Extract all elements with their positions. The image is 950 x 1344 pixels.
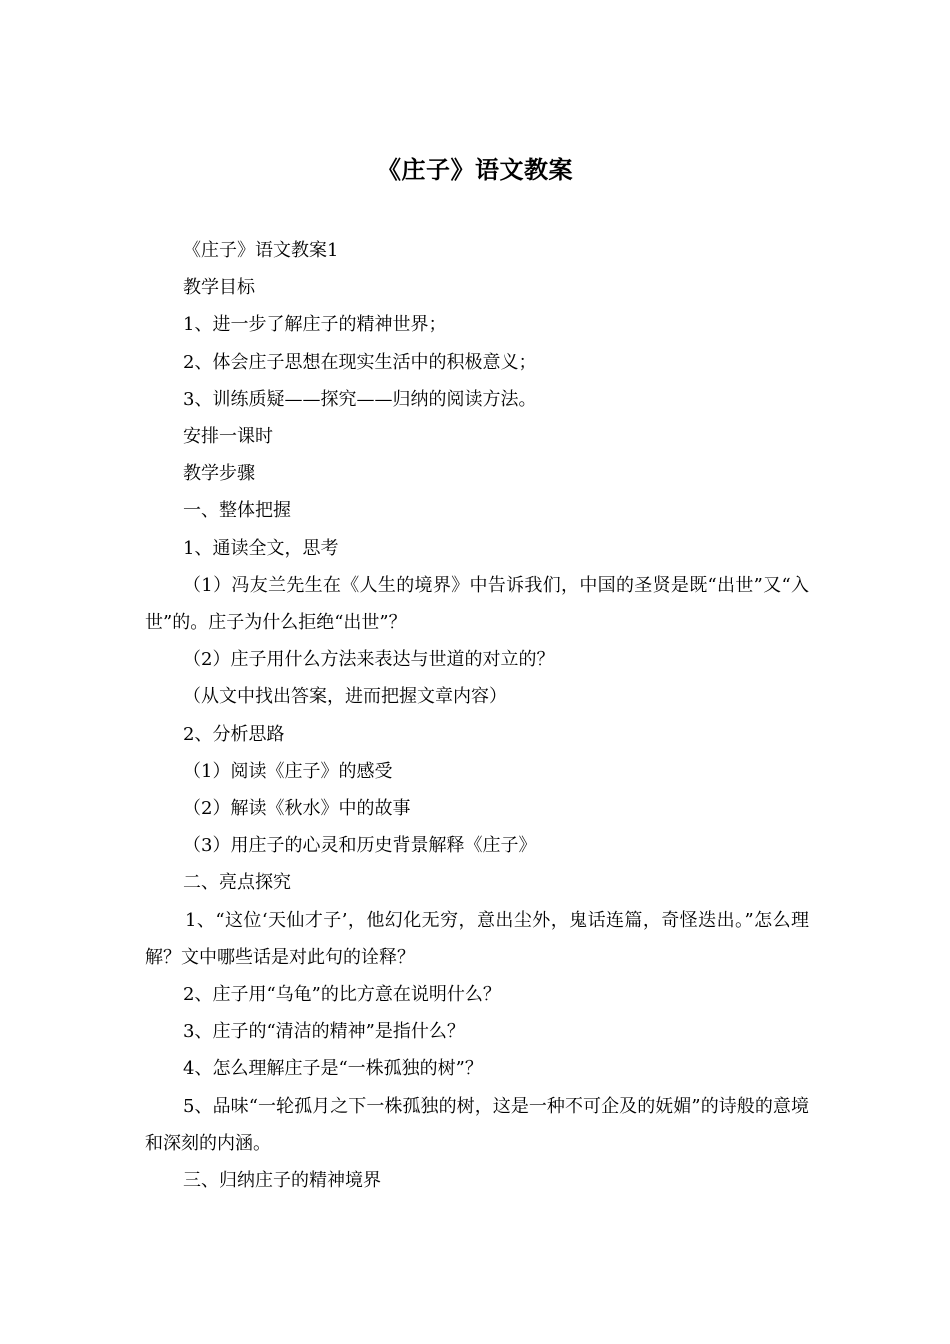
paragraph-teaching-goals: 教学目标 [183,277,255,299]
paragraph-highlight-4: 4、怎么理解庄子是“一株孤独的树”？ [183,1058,483,1080]
paragraph-goal-3: 3、训练质疑——探究——归纳的阅读方法。 [183,388,537,410]
paragraph-question-1: （1）冯友兰先生在《人生的境界》中告诉我们，中国的圣贤是既“出世”又“入世”的。庄子为什么拒绝“出世”？ [145,574,809,634]
paragraph-teaching-steps: 教学步骤 [183,463,255,485]
paragraph-highlight-5: 5、品味“一轮孤月之下一株孤独的树，这是一种不可企及的妩媚”的诗般的意境和深刻的内涵。 [145,1095,809,1154]
paragraph-question-2: （2）庄子用什么方法来表达与世道的对立的？ [183,649,555,671]
paragraph-highlight-3: 3、庄子的“清洁的精神”是指什么？ [183,1021,465,1043]
paragraph-section-2: 二、亮点探究 [183,872,291,894]
paragraph-analyze-1: （1）阅读《庄子》的感受 [183,760,393,782]
paragraph-goal-2: 2、体会庄子思想在现实生活中的积极意义； [183,351,537,373]
paragraph-analyze-2: （2）解读《秋水》中的故事 [183,798,411,820]
paragraph-section-3: 三、归纳庄子的精神境界 [183,1170,381,1192]
document-body [145,232,809,1199]
document-title: 《庄子》语文教案 [377,156,573,184]
paragraph-find-answers: （从文中找出答案，进而把握文章内容） [183,686,507,708]
paragraph-analyze-3: （3）用庄子的心灵和历史背景解释《庄子》 [183,835,537,857]
paragraph-goal-1: 1、进一步了解庄子的精神世界； [183,314,447,336]
paragraph-section-1: 一、整体把握 [183,500,291,522]
paragraph-schedule: 安排一课时 [183,426,273,448]
paragraph-highlight-1: 1、“这位‘天仙才子’，他幻化无穷，意出尘外，鬼话连篇，奇怪迭出。”怎么理解？文中哪些话是对此句的诠释？ [145,909,809,968]
paragraph-subtitle: 《庄子》语文教案1 [183,240,339,261]
paragraph-analyze: 2、分析思路 [183,723,285,745]
paragraph-highlight-2: 2、庄子用“乌龟”的比方意在说明什么？ [183,984,501,1006]
paragraph-read-through: 1、通读全文，思考 [183,537,339,559]
